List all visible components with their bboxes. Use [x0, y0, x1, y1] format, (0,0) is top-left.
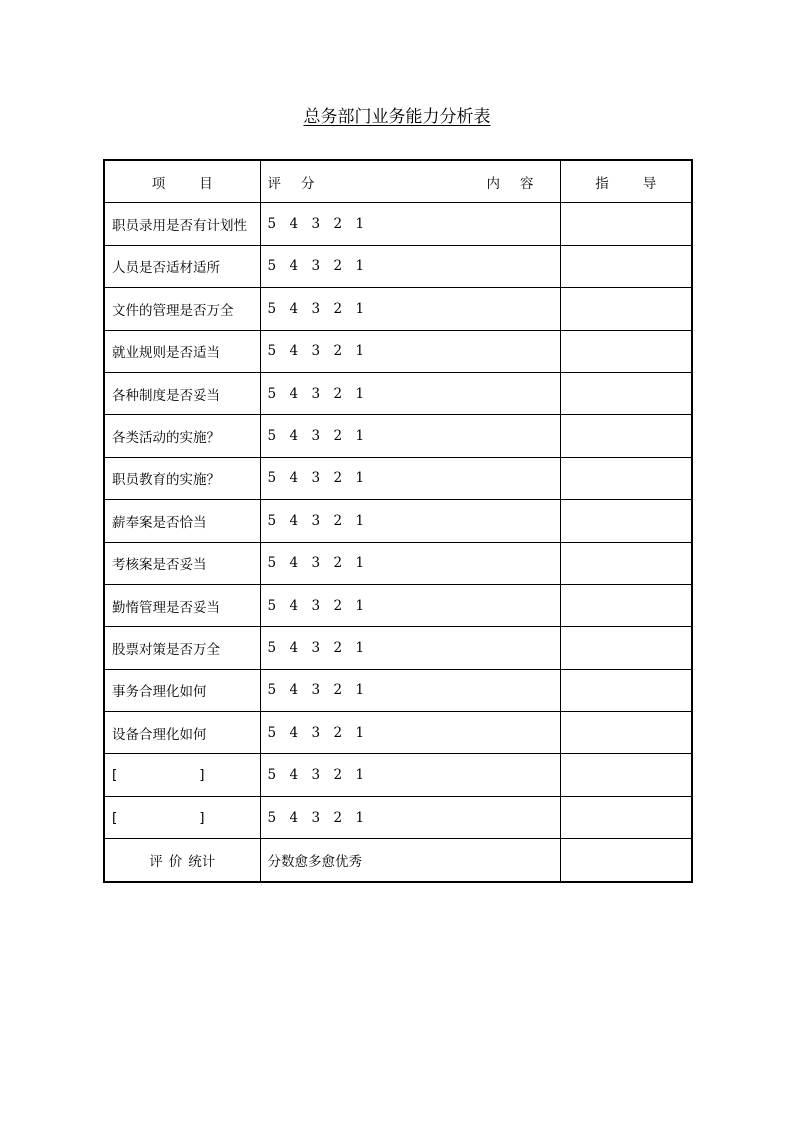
item-label: 职员教育的实施？ — [104, 457, 260, 499]
score-options — [260, 372, 560, 414]
guide-cell — [560, 372, 692, 414]
table-row — [104, 203, 692, 245]
bracket-close: ] — [199, 809, 205, 826]
table-row — [104, 542, 692, 584]
score-options — [260, 712, 560, 754]
document-title-text: 总务部门业务能力分析表 — [303, 107, 491, 127]
score-option-5: 5 — [267, 809, 277, 826]
score-options — [260, 330, 560, 372]
score-option-5: 5 — [267, 724, 277, 741]
summary-label-part: 评 — [149, 853, 163, 870]
score-option-3: 3 — [311, 385, 321, 402]
score-options — [260, 245, 560, 287]
summary-label — [104, 839, 260, 882]
bracket-open: [ — [112, 767, 118, 784]
score-option-5: 5 — [267, 258, 277, 275]
table-row — [104, 457, 692, 499]
score-option-2: 2 — [333, 428, 343, 445]
analysis-table — [103, 159, 693, 883]
score-option-3: 3 — [311, 809, 321, 826]
score-options — [260, 542, 560, 584]
score-option-3: 3 — [311, 555, 321, 572]
score-options — [260, 203, 560, 245]
score-option-3: 3 — [311, 767, 321, 784]
score-option-1: 1 — [355, 343, 365, 360]
score-option-2: 2 — [333, 216, 343, 233]
header-score-content-cell — [260, 160, 560, 203]
score-option-4: 4 — [289, 555, 299, 572]
header-guide-char-1: 指 — [595, 175, 609, 192]
score-option-3: 3 — [311, 639, 321, 656]
header-guide-char-2: 导 — [642, 175, 657, 192]
item-label: 各类活动的实施？ — [104, 415, 260, 457]
score-option-1: 1 — [355, 385, 365, 402]
table-row — [104, 245, 692, 287]
document-title — [0, 106, 794, 128]
score-option-3: 3 — [311, 470, 321, 487]
score-option-5: 5 — [267, 470, 277, 487]
score-option-1: 1 — [355, 639, 365, 656]
score-option-4: 4 — [289, 767, 299, 784]
score-option-5: 5 — [267, 512, 277, 529]
score-option-1: 1 — [355, 300, 365, 317]
score-option-1: 1 — [355, 597, 365, 614]
score-option-4: 4 — [289, 428, 299, 445]
score-options — [260, 457, 560, 499]
score-options — [260, 288, 560, 330]
score-options — [260, 584, 560, 626]
score-option-4: 4 — [289, 385, 299, 402]
table-row — [104, 415, 692, 457]
guide-cell — [560, 669, 692, 711]
score-option-5: 5 — [267, 555, 277, 572]
score-option-5: 5 — [267, 385, 277, 402]
guide-cell — [560, 627, 692, 669]
item-label: 就业规则是否适当 — [104, 330, 260, 372]
guide-cell — [560, 203, 692, 245]
score-option-2: 2 — [333, 809, 343, 826]
item-label: 事务合理化如何 — [104, 669, 260, 711]
score-options — [260, 627, 560, 669]
score-options — [260, 500, 560, 542]
header-score-char-1: 评 — [267, 175, 281, 192]
score-option-1: 1 — [355, 428, 365, 445]
table-row — [104, 584, 692, 626]
score-option-5: 5 — [267, 767, 277, 784]
score-option-3: 3 — [311, 300, 321, 317]
summary-row — [104, 839, 692, 882]
score-option-3: 3 — [311, 216, 321, 233]
table-row — [104, 627, 692, 669]
score-option-3: 3 — [311, 724, 321, 741]
score-option-4: 4 — [289, 512, 299, 529]
score-option-2: 2 — [333, 258, 343, 275]
score-option-4: 4 — [289, 809, 299, 826]
header-item-cell — [104, 160, 260, 203]
score-option-2: 2 — [333, 470, 343, 487]
score-options — [260, 796, 560, 838]
bracket-close: ] — [199, 767, 205, 784]
score-option-3: 3 — [311, 428, 321, 445]
guide-cell — [560, 288, 692, 330]
score-option-1: 1 — [355, 470, 365, 487]
score-option-4: 4 — [289, 216, 299, 233]
guide-cell — [560, 796, 692, 838]
score-option-4: 4 — [289, 470, 299, 487]
blank-item-field — [104, 796, 260, 838]
guide-cell — [560, 330, 692, 372]
score-option-4: 4 — [289, 343, 299, 360]
score-option-1: 1 — [355, 767, 365, 784]
score-option-2: 2 — [333, 639, 343, 656]
item-label: 勤惰管理是否妥当 — [104, 584, 260, 626]
score-option-2: 2 — [333, 767, 343, 784]
item-label: 职员录用是否有计划性 — [104, 203, 260, 245]
blank-item-field — [104, 754, 260, 796]
table-row — [104, 500, 692, 542]
score-option-3: 3 — [311, 343, 321, 360]
header-score-char-2: 分 — [301, 175, 315, 192]
score-option-5: 5 — [267, 428, 277, 445]
score-option-5: 5 — [267, 682, 277, 699]
guide-cell — [560, 245, 692, 287]
score-options — [260, 415, 560, 457]
score-option-1: 1 — [355, 809, 365, 826]
score-option-2: 2 — [333, 343, 343, 360]
summary-label-part: 价 — [168, 853, 183, 870]
score-option-1: 1 — [355, 682, 365, 699]
guide-cell — [560, 457, 692, 499]
score-options — [260, 754, 560, 796]
score-option-4: 4 — [289, 597, 299, 614]
score-option-2: 2 — [333, 682, 343, 699]
score-option-3: 3 — [311, 258, 321, 275]
score-option-1: 1 — [355, 724, 365, 741]
bracket-open: [ — [112, 809, 118, 826]
score-option-5: 5 — [267, 216, 277, 233]
guide-cell — [560, 415, 692, 457]
item-label: 各种制度是否妥当 — [104, 372, 260, 414]
score-option-2: 2 — [333, 724, 343, 741]
score-option-2: 2 — [333, 512, 343, 529]
guide-cell — [560, 754, 692, 796]
score-option-3: 3 — [311, 512, 321, 529]
score-option-5: 5 — [267, 343, 277, 360]
score-option-4: 4 — [289, 639, 299, 656]
item-label: 考核案是否妥当 — [104, 542, 260, 584]
score-option-4: 4 — [289, 682, 299, 699]
table-row — [104, 669, 692, 711]
item-label: 股票对策是否万全 — [104, 627, 260, 669]
score-option-3: 3 — [311, 682, 321, 699]
table-row — [104, 288, 692, 330]
score-option-4: 4 — [289, 300, 299, 317]
blank-row — [104, 796, 692, 838]
item-label: 薪奉案是否恰当 — [104, 500, 260, 542]
guide-cell — [560, 500, 692, 542]
header-item-char-1: 项 — [151, 175, 166, 192]
guide-cell — [560, 542, 692, 584]
header-content-char-2: 容 — [520, 175, 534, 192]
item-label: 文件的管理是否万全 — [104, 288, 260, 330]
score-option-3: 3 — [311, 597, 321, 614]
header-content-char-1: 内 — [486, 175, 500, 192]
guide-cell — [560, 712, 692, 754]
table-row — [104, 372, 692, 414]
blank-row — [104, 754, 692, 796]
score-option-2: 2 — [333, 555, 343, 572]
item-label: 设备合理化如何 — [104, 712, 260, 754]
score-option-4: 4 — [289, 724, 299, 741]
score-option-1: 1 — [355, 555, 365, 572]
guide-cell — [560, 839, 692, 882]
table-row — [104, 712, 692, 754]
score-option-5: 5 — [267, 597, 277, 614]
score-option-2: 2 — [333, 385, 343, 402]
header-guide-cell — [560, 160, 692, 203]
score-option-2: 2 — [333, 597, 343, 614]
score-option-1: 1 — [355, 258, 365, 275]
header-row — [104, 160, 692, 203]
score-option-1: 1 — [355, 216, 365, 233]
score-option-5: 5 — [267, 639, 277, 656]
summary-text: 分数愈多愈优秀 — [260, 839, 560, 882]
score-option-2: 2 — [333, 300, 343, 317]
table-row — [104, 330, 692, 372]
summary-label-part: 统计 — [188, 853, 216, 870]
score-option-1: 1 — [355, 512, 365, 529]
score-option-4: 4 — [289, 258, 299, 275]
item-label: 人员是否适材适所 — [104, 245, 260, 287]
score-option-5: 5 — [267, 300, 277, 317]
guide-cell — [560, 584, 692, 626]
score-options — [260, 669, 560, 711]
header-item-char-2: 目 — [199, 175, 213, 192]
